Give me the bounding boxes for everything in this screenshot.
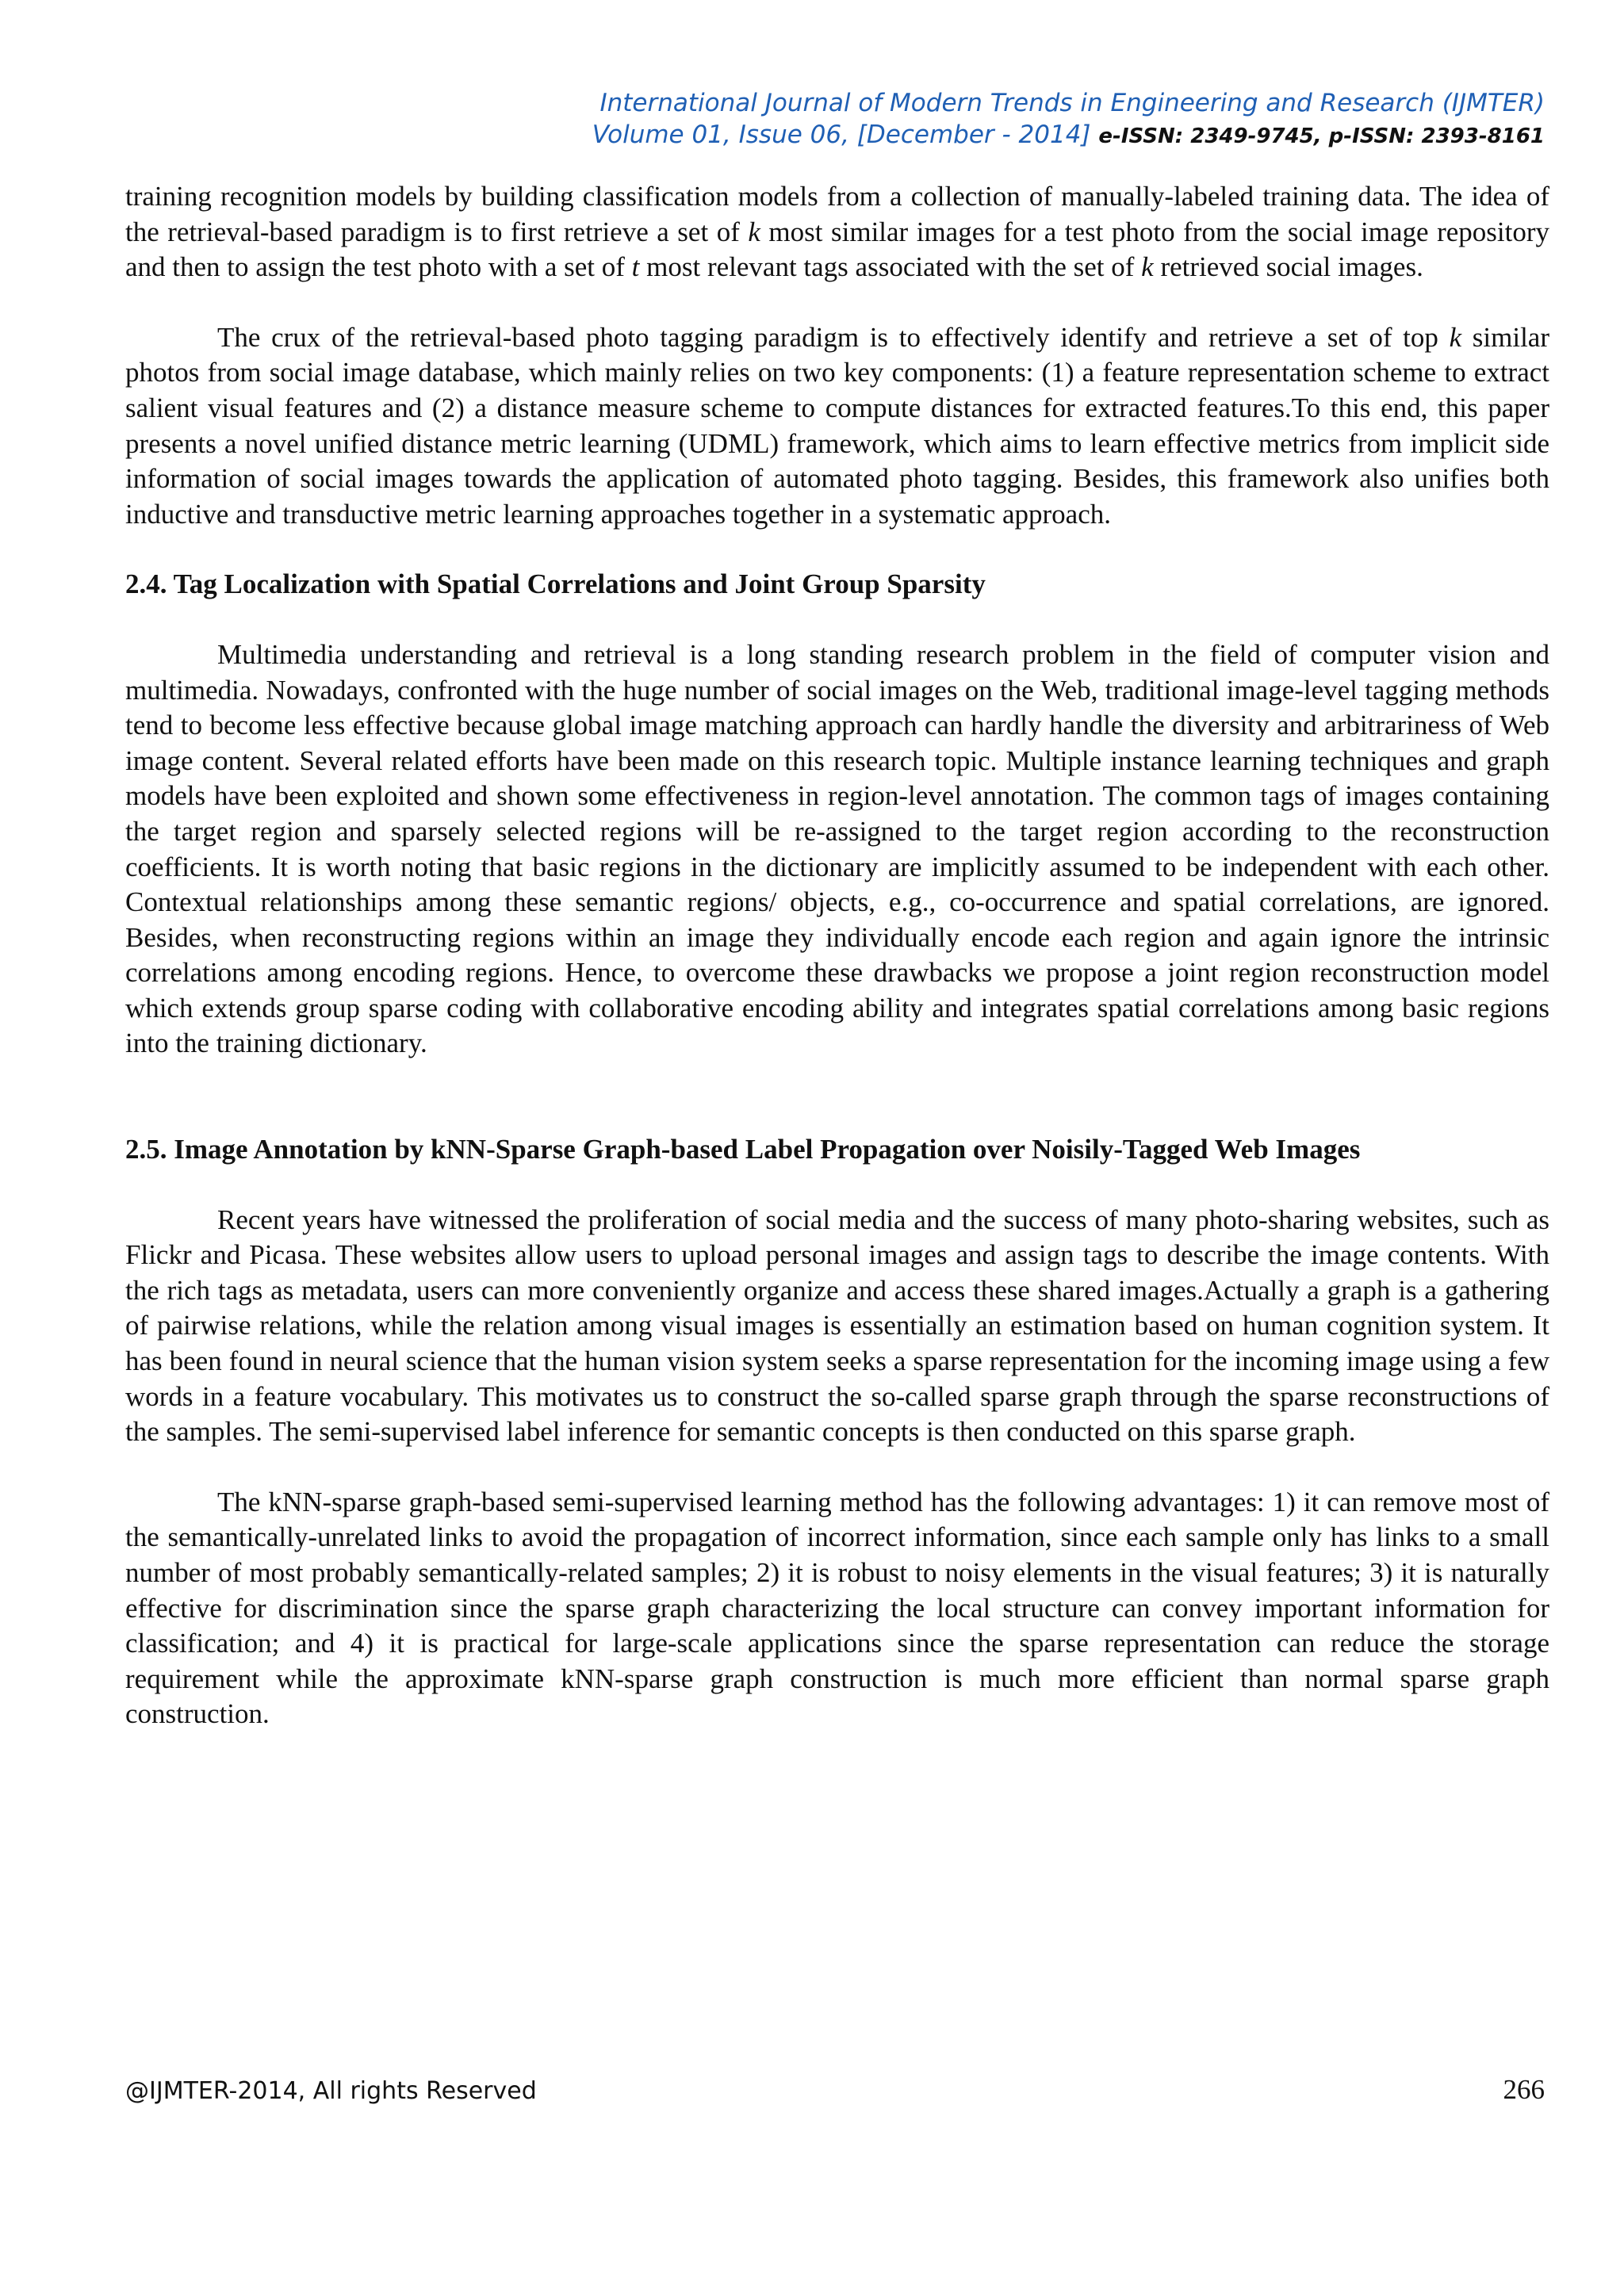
journal-header	[592, 87, 1545, 152]
text-run: The crux of the retrieval-based photo tagging paradigm is to effectively identify and retrieve a set of top	[217, 321, 1450, 353]
variable-k: k	[1141, 251, 1154, 283]
section-heading-2-5: 2.5. Image Annotation by kNN-Sparse Graph-based Label Propagation over Noisily-Tagged Web Images	[125, 1134, 1361, 1165]
variable-k: k	[1449, 321, 1462, 353]
journal-title: International Journal of Modern Trends in Engineering and Research (IJMTER)	[599, 89, 1545, 117]
journal-issn: e-ISSN: 2349-9745, p-ISSN: 2393-8161	[1098, 124, 1545, 148]
text-run: training recognition models by building classification models from a collection of manually-labeled training data. The idea of the retrieval-based paradigm is to first retrieve a set of	[125, 181, 1549, 247]
variable-t: t	[631, 251, 640, 283]
paragraph-crux	[125, 320, 1549, 533]
variable-k: k	[748, 216, 760, 247]
text-run: most relevant tags associated with the set of	[639, 251, 1142, 283]
text-run: similar photos from social image database, which mainly relies on two key components: (1) a feature representation scheme to extract salient visual features and (2) a distance measure scheme to compute distances for extracted features.To this end, this paper presents a novel unified distance metric learning (UDML) framework, which aims to learn effective metrics from implicit side information of social images towards the application of automated photo tagging. Besides, this framework also unifies both inductive and transductive metric learning approaches together in a systematic approach.	[125, 321, 1549, 530]
text-run: most similar images for a test photo from the social image repository and then to assign the test photo with a set of	[125, 216, 1549, 283]
paragraph-knn-advantages: The kNN-sparse graph-based semi-supervised learning method has the following advantages: 1) it can remove most of the semantically-unrelated links to avoid the propagation of incorrect information, since each sample only has links to a small number of most probably semantically-related samples; 2) it is robust to noisy elements in the visual features; 3) it is naturally effective for discrimination since the sparse graph characterizing the local structure can convey important information for classification; and 4) it is practical for large-scale applications since the sparse representation can reduce the storage requirement while the approximate kNN-sparse graph construction is much more efficient than normal sparse graph construction.	[125, 1486, 1549, 1730]
section-heading-2-4: 2.4. Tag Localization with Spatial Correlations and Joint Group Sparsity	[125, 568, 986, 600]
footer-copyright: @IJMTER-2014, All rights Reserved	[125, 2077, 537, 2105]
journal-volume: Volume 01, Issue 06, [December - 2014]	[592, 121, 1091, 149]
paragraph-tag-localization: Multimedia understanding and retrieval is a long standing research problem in the field of computer vision and multimedia. Nowadays, confronted with the huge number of social images on the Web, traditional image-level tagging methods tend to become less effective because global image matching approach can hardly handle the diversity and arbitrariness of Web image content. Several related efforts have been made on this research topic. Multiple instance learning techniques and graph models have been exploited and shown some effectiveness in region-level annotation. The common tags of images containing the target region and sparsely selected regions will be re-assigned to the target region according to the reconstruction coefficients. It is worth noting that basic regions in the dictionary are implicitly assumed to be independent with each other. Contextual relationships among these semantic regions/ objects, e.g., co-occurrence and spatial correlations, are ignored. Besides, when reconstructing regions within an image they individually encode each region and again ignore the intrinsic correlations among encoding regions. Hence, to overcome these drawbacks we propose a joint region reconstruction model which extends group sparse coding with collaborative encoding ability and integrates spatial correlations among basic regions into the training dictionary.	[125, 638, 1549, 1059]
page-number: 266	[1503, 2074, 1545, 2105]
paragraph-image-annotation: Recent years have witnessed the proliferation of social media and the success of many photo-sharing websites, such as Flickr and Picasa. These websites allow users to upload personal images and assign tags to describe the image contents. With the rich tags as metadata, users can more conveniently organize and access these shared images.Actually a graph is a gathering of pairwise relations, while the relation among visual images is essentially an estimation based on human cognition system. It has been found in neural science that the human vision system seeks a sparse representation for the incoming image using a few words in a feature vocabulary. This motivates us to construct the so-called sparse graph through the sparse reconstructions of the samples. The semi-supervised label inference for semantic concepts is then conducted on this sparse graph.	[125, 1203, 1549, 1448]
journal-volume-line	[592, 119, 1545, 152]
text-run: retrieved social images.	[1153, 251, 1423, 283]
paragraph-continuation	[125, 179, 1549, 285]
page-body	[125, 179, 1549, 1732]
